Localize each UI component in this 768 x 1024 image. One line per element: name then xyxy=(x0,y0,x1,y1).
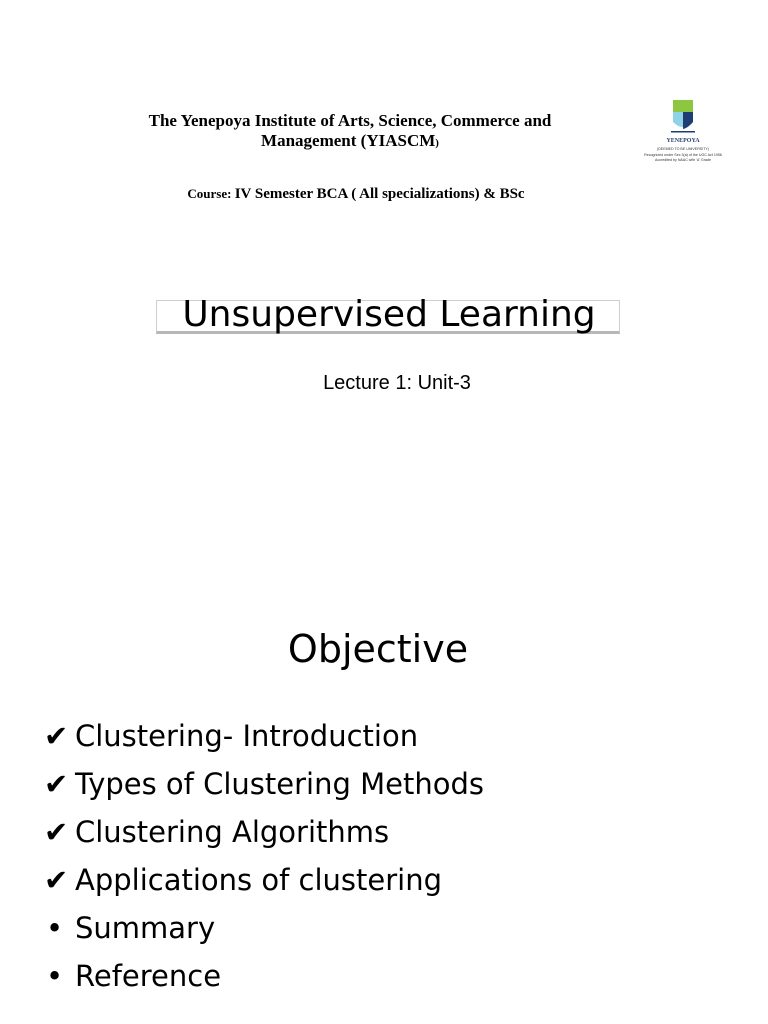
list-item-text: Reference xyxy=(75,959,222,993)
university-logo xyxy=(643,98,723,166)
course-line xyxy=(100,186,612,203)
list-item xyxy=(44,956,484,1004)
list-item xyxy=(44,860,484,908)
list-item xyxy=(44,812,484,860)
logo-line-2: Recognized under Sec 3(a) of the UGC Act 1956 xyxy=(644,153,722,157)
list-item-text: Types of Clustering Methods xyxy=(75,767,484,801)
shield-icon xyxy=(643,98,723,138)
slide-title: Unsupervised Learning xyxy=(182,294,596,335)
bullet-icon: • xyxy=(46,911,64,945)
checkmark-icon: ✔ xyxy=(44,719,69,753)
list-item-text: Applications of clustering xyxy=(75,863,443,897)
objective-slide xyxy=(0,512,768,1024)
list-item xyxy=(44,716,484,764)
checkmark-icon: ✔ xyxy=(44,815,69,849)
list-item xyxy=(44,908,484,956)
title-box xyxy=(156,294,620,335)
objective-list xyxy=(44,716,484,1004)
logo-line-1: (DEEMED TO BE UNIVERSITY) xyxy=(657,147,709,151)
objective-title: Objective xyxy=(287,627,469,671)
bullet-icon: • xyxy=(46,959,64,993)
institute-paren: ) xyxy=(435,137,439,149)
list-item-text: Clustering- Introduction xyxy=(75,719,419,753)
course-value: IV Semester BCA ( All specializations) & BSc xyxy=(234,186,525,202)
logo-line-3: Accredited by NAAC with 'A' Grade xyxy=(655,158,711,162)
slide-subtitle: Lecture 1: Unit-3 xyxy=(323,372,471,394)
list-item-text: Clustering Algorithms xyxy=(75,815,390,849)
list-item-text: Summary xyxy=(75,911,216,945)
institute-line-1: The Yenepoya Institute of Arts, Science, Commerce and xyxy=(148,111,552,130)
institute-abbrev: Management (YIASCM xyxy=(261,131,436,150)
course-label: Course: xyxy=(187,186,235,201)
checkmark-icon: ✔ xyxy=(44,863,69,897)
logo-name: YENEPOYA xyxy=(666,138,700,144)
institute-line-2 xyxy=(100,131,600,153)
list-item xyxy=(44,764,484,812)
institute-name xyxy=(100,111,600,153)
checkmark-icon: ✔ xyxy=(44,767,69,801)
